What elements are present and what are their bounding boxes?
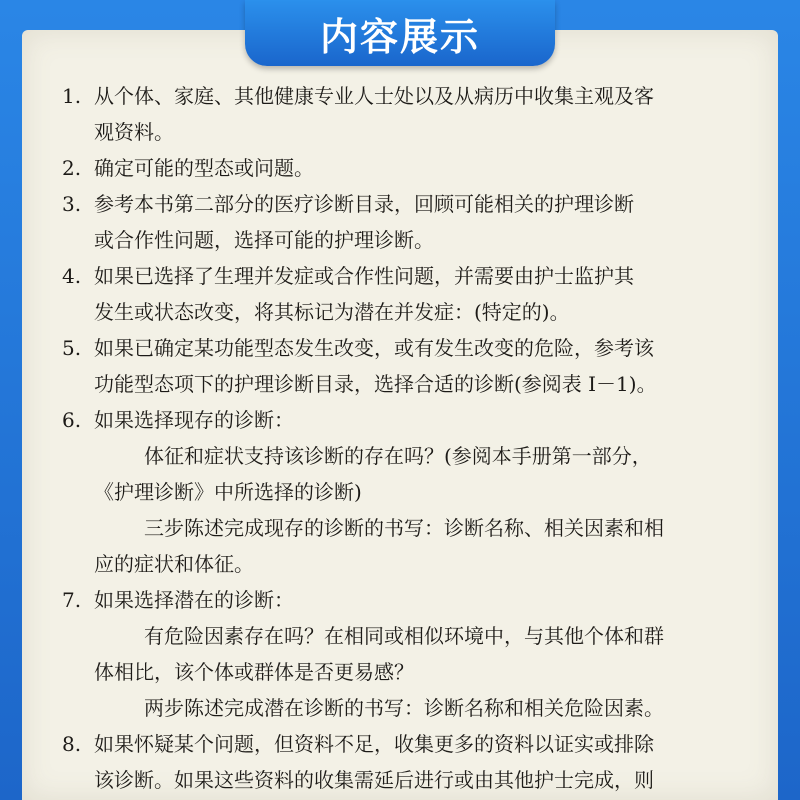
text-line	[62, 510, 762, 546]
text-line	[62, 438, 762, 474]
text-line	[62, 474, 762, 510]
item-number: 5.	[62, 336, 82, 360]
text-line	[62, 330, 762, 366]
item-number: 3.	[62, 192, 82, 216]
text-line	[62, 402, 762, 438]
text-line	[62, 78, 762, 114]
line-text: 三步陈述完成现存的诊断的书写：诊断名称、相关因素和相	[144, 516, 664, 540]
text-line	[62, 762, 762, 798]
text-line	[62, 366, 762, 402]
line-text: 体相比，该个体或群体是否更易感？	[94, 660, 414, 684]
document-page	[22, 30, 778, 800]
line-text: 如果选择现存的诊断：	[94, 408, 294, 432]
item-number: 6.	[62, 408, 82, 432]
line-text: 《护理诊断》中所选择的诊断)	[94, 480, 362, 504]
line-text: 如果已选择了生理并发症或合作性问题，并需要由护士监护其	[94, 264, 634, 288]
document-body	[62, 78, 762, 798]
line-text: 或合作性问题，选择可能的护理诊断。	[94, 228, 434, 252]
text-line	[62, 690, 762, 726]
item-number: 8.	[62, 732, 82, 756]
text-line	[62, 294, 762, 330]
line-text: 体征和症状支持该诊断的存在吗？(参阅本手册第一部分，	[144, 444, 652, 468]
text-line	[62, 546, 762, 582]
text-line	[62, 150, 762, 186]
text-line	[62, 258, 762, 294]
item-number: 2.	[62, 156, 82, 180]
line-text: 功能型态项下的护理诊断目录，选择合适的诊断(参阅表 I－1)。	[94, 372, 657, 396]
line-text: 如果已确定某功能型态发生改变，或有发生改变的危险，参考该	[94, 336, 654, 360]
line-text: 该诊断。如果这些资料的收集需延后进行或由其他护士完成，则	[94, 768, 654, 792]
line-text: 发生或状态改变，将其标记为潜在并发症：(特定的)。	[94, 300, 570, 324]
line-text: 参考本书第二部分的医疗诊断目录，回顾可能相关的护理诊断	[94, 192, 634, 216]
text-line	[62, 654, 762, 690]
line-text: 如果选择潜在的诊断：	[94, 588, 294, 612]
line-text: 从个体、家庭、其他健康专业人士处以及从病历中收集主观及客	[94, 84, 654, 108]
text-line	[62, 582, 762, 618]
banner-title: 内容展示	[319, 14, 480, 59]
title-banner	[245, 0, 555, 66]
text-line	[62, 618, 762, 654]
text-line	[62, 222, 762, 258]
line-text: 观资料。	[94, 120, 174, 144]
item-number: 1.	[62, 84, 82, 108]
line-text: 确定可能的型态或问题。	[94, 156, 314, 180]
line-text: 有危险因素存在吗？在相同或相似环境中，与其他个体和群	[144, 624, 664, 648]
text-line	[62, 726, 762, 762]
line-text: 如果怀疑某个问题，但资料不足，收集更多的资料以证实或排除	[94, 732, 654, 756]
item-number: 7.	[62, 588, 82, 612]
text-line	[62, 114, 762, 150]
text-line	[62, 186, 762, 222]
line-text: 应的症状和体征。	[94, 552, 254, 576]
item-number: 4.	[62, 264, 82, 288]
line-text: 两步陈述完成潜在诊断的书写：诊断名称和相关危险因素。	[144, 696, 664, 720]
